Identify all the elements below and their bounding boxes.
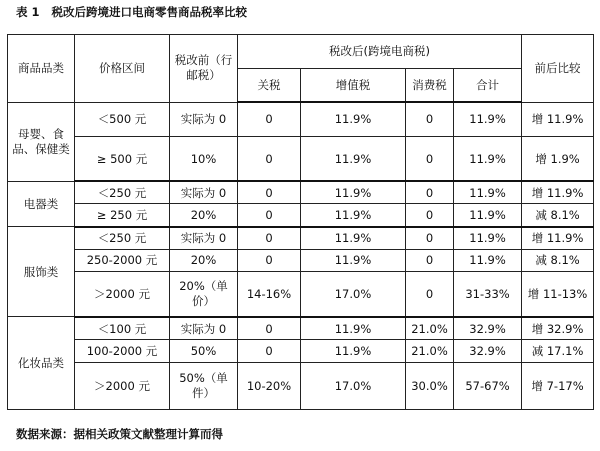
category-cell: 电器类 — [8, 181, 75, 226]
before-cell: 实际为 0 — [170, 181, 238, 204]
compare-cell: 减 17.1% — [522, 340, 594, 363]
table-row — [8, 249, 594, 272]
data-source-note: 数据来源：据相关政策文献整理计算而得 — [16, 427, 223, 441]
vat-cell: 11.9% — [301, 317, 406, 340]
table-row — [8, 181, 594, 204]
before-cell: 50%（单件） — [170, 362, 238, 409]
price-cell: ≥ 500 元 — [75, 136, 170, 181]
consumption-cell: 0 — [406, 136, 454, 181]
before-cell: 10% — [170, 136, 238, 181]
vat-cell: 11.9% — [301, 340, 406, 363]
tariff-cell: 0 — [238, 181, 301, 204]
before-cell: 实际为 0 — [170, 102, 238, 136]
total-cell: 11.9% — [454, 249, 522, 272]
total-cell: 11.9% — [454, 181, 522, 204]
table-row — [8, 362, 594, 409]
header-after-reform: 税改后(跨境电商税) — [238, 35, 522, 69]
table-row — [8, 136, 594, 181]
compare-cell: 增 11.9% — [522, 102, 594, 136]
tax-rate-table — [7, 34, 594, 410]
header-before-reform: 税改前（行邮税） — [170, 35, 238, 103]
price-cell: ≥ 250 元 — [75, 204, 170, 227]
vat-cell: 11.9% — [301, 227, 406, 250]
tariff-cell: 0 — [238, 317, 301, 340]
tariff-cell: 0 — [238, 136, 301, 181]
vat-cell: 11.9% — [301, 136, 406, 181]
before-cell: 50% — [170, 340, 238, 363]
consumption-cell: 21.0% — [406, 340, 454, 363]
price-cell: ＜250 元 — [75, 227, 170, 250]
tariff-cell: 0 — [238, 204, 301, 227]
header-comparison: 前后比较 — [522, 35, 594, 103]
header-consumption-tax: 消费税 — [406, 68, 454, 102]
compare-cell: 增 11.9% — [522, 227, 594, 250]
header-total: 合计 — [454, 68, 522, 102]
tariff-cell: 0 — [238, 249, 301, 272]
table-row — [8, 102, 594, 136]
tariff-cell: 14-16% — [238, 272, 301, 317]
tariff-cell: 10-20% — [238, 362, 301, 409]
price-cell: ＜100 元 — [75, 317, 170, 340]
consumption-cell: 0 — [406, 102, 454, 136]
price-cell: ＜500 元 — [75, 102, 170, 136]
category-cell: 母婴、食品、保健类 — [8, 102, 75, 181]
consumption-cell: 0 — [406, 181, 454, 204]
table-title: 税改后跨境进口电商零售商品税率比较 — [51, 5, 248, 19]
header-vat: 增值税 — [301, 68, 406, 102]
table-caption — [16, 4, 247, 20]
consumption-cell: 30.0% — [406, 362, 454, 409]
total-cell: 57-67% — [454, 362, 522, 409]
compare-cell: 增 32.9% — [522, 317, 594, 340]
vat-cell: 11.9% — [301, 102, 406, 136]
total-cell: 32.9% — [454, 317, 522, 340]
total-cell: 11.9% — [454, 102, 522, 136]
compare-cell: 减 8.1% — [522, 249, 594, 272]
vat-cell: 17.0% — [301, 362, 406, 409]
header-price-range: 价格区间 — [75, 35, 170, 103]
compare-cell: 增 11.9% — [522, 181, 594, 204]
header-tariff: 关税 — [238, 68, 301, 102]
before-cell: 20% — [170, 204, 238, 227]
header-row — [8, 35, 594, 69]
vat-cell: 11.9% — [301, 181, 406, 204]
table-number: 表 1 — [16, 5, 40, 19]
table-row — [8, 204, 594, 227]
category-cell: 服饰类 — [8, 227, 75, 317]
compare-cell: 减 8.1% — [522, 204, 594, 227]
table-row — [8, 340, 594, 363]
header-category: 商品品类 — [8, 35, 75, 103]
compare-cell: 增 11-13% — [522, 272, 594, 317]
compare-cell: 增 1.9% — [522, 136, 594, 181]
table-row — [8, 317, 594, 340]
price-cell: 250-2000 元 — [75, 249, 170, 272]
consumption-cell: 0 — [406, 249, 454, 272]
category-cell: 化妆品类 — [8, 317, 75, 410]
price-cell: 100-2000 元 — [75, 340, 170, 363]
before-cell: 20%（单价） — [170, 272, 238, 317]
consumption-cell: 21.0% — [406, 317, 454, 340]
tariff-cell: 0 — [238, 340, 301, 363]
before-cell: 实际为 0 — [170, 317, 238, 340]
price-cell: ＞2000 元 — [75, 272, 170, 317]
price-cell: ＞2000 元 — [75, 362, 170, 409]
total-cell: 31-33% — [454, 272, 522, 317]
consumption-cell: 0 — [406, 227, 454, 250]
before-cell: 20% — [170, 249, 238, 272]
consumption-cell: 0 — [406, 204, 454, 227]
consumption-cell: 0 — [406, 272, 454, 317]
total-cell: 11.9% — [454, 136, 522, 181]
tariff-cell: 0 — [238, 227, 301, 250]
tariff-cell: 0 — [238, 102, 301, 136]
total-cell: 11.9% — [454, 204, 522, 227]
total-cell: 32.9% — [454, 340, 522, 363]
vat-cell: 17.0% — [301, 272, 406, 317]
compare-cell: 增 7-17% — [522, 362, 594, 409]
vat-cell: 11.9% — [301, 249, 406, 272]
total-cell: 11.9% — [454, 227, 522, 250]
price-cell: ＜250 元 — [75, 181, 170, 204]
vat-cell: 11.9% — [301, 204, 406, 227]
before-cell: 实际为 0 — [170, 227, 238, 250]
table-row — [8, 272, 594, 317]
table-row — [8, 227, 594, 250]
